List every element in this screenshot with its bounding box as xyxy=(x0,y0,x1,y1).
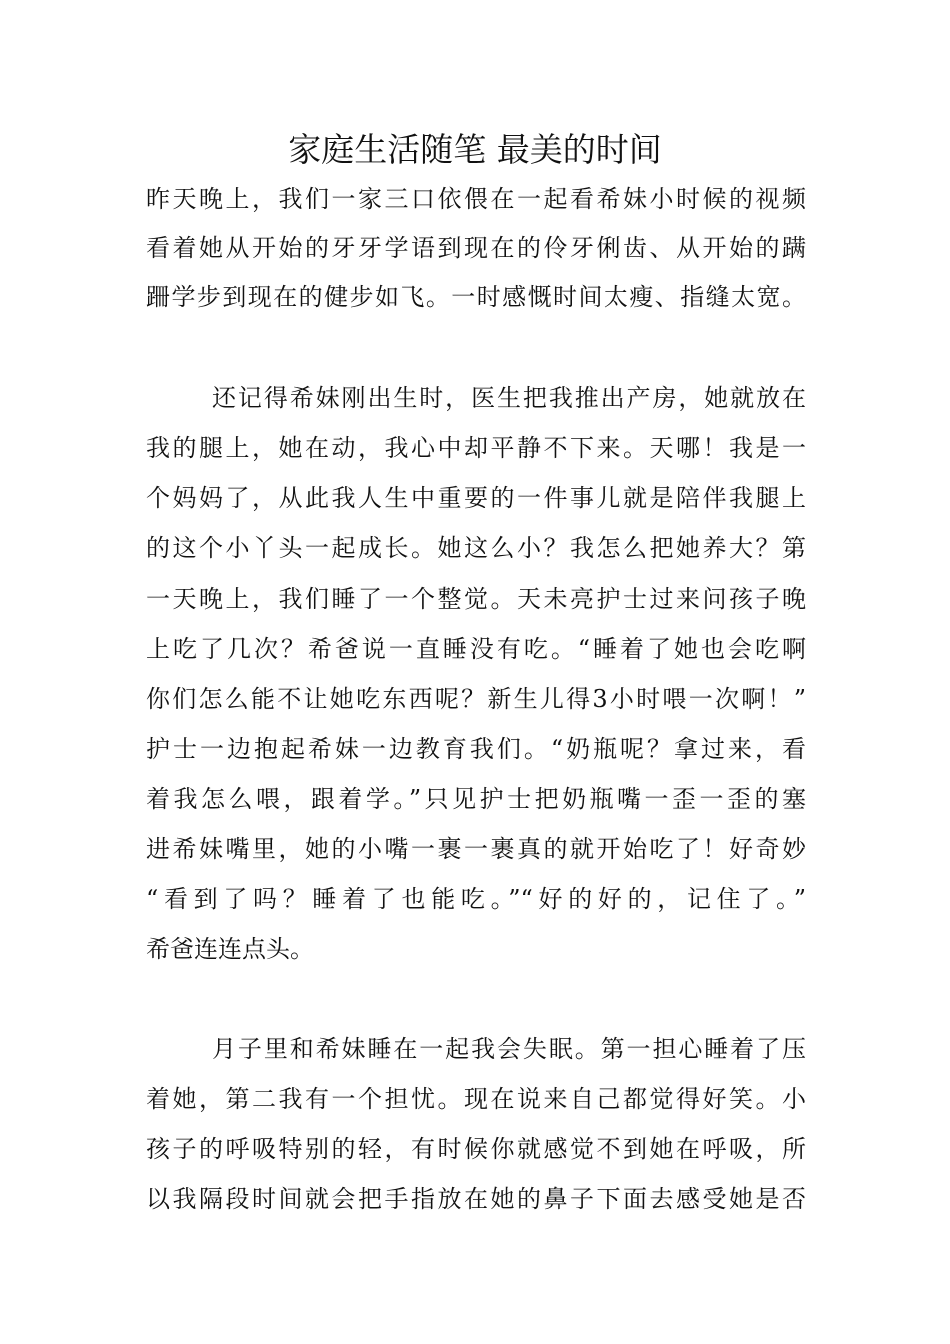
paragraph-2-line-3: 个妈妈了，从此我人生中重要的一件事儿就是陪伴我腿上 xyxy=(146,484,806,512)
paragraph-3-line-3: 孩子的呼吸特别的轻，有时候你就感觉不到她在呼吸，所 xyxy=(146,1135,806,1163)
paragraph-2-line-7: 你们怎么能不让她吃东西呢？新生儿得3小时喂一次啊！” xyxy=(146,685,806,713)
paragraph-2-line-10: 进希妹嘴里，她的小嘴一裹一裹真的就开始吃了！好奇妙 xyxy=(146,835,806,863)
paragraph-2-line-6: 上吃了几次？希爸说一直睡没有吃。“睡着了她也会吃啊 xyxy=(146,635,806,663)
paragraph-1-line-3: 跚学步到现在的健步如飞。一时感慨时间太瘦、指缝太宽。 xyxy=(146,283,806,311)
paragraph-2-line-11: “看到了吗？睡着了也能吃。”“好的好的，记住了。” xyxy=(146,885,806,913)
paragraph-1-line-2: 看着她从开始的牙牙学语到现在的伶牙俐齿、从开始的蹒 xyxy=(146,234,806,262)
paragraph-2-line-1: 还记得希妹刚出生时，医生把我推出产房，她就放在 xyxy=(212,384,806,412)
document-title: 家庭生活随笔 最美的时间 xyxy=(288,130,662,169)
paragraph-2-line-8: 护士一边抱起希妹一边教育我们。“奶瓶呢？拿过来，看 xyxy=(146,735,806,763)
paragraph-2-line-12: 希爸连连点头。 xyxy=(146,935,314,963)
paragraph-2-line-2: 我的腿上，她在动，我心中却平静不下来。天哪！我是一 xyxy=(146,434,806,462)
paragraph-3-line-2: 着她，第二我有一个担忧。现在说来自己都觉得好笑。小 xyxy=(146,1085,806,1113)
paragraph-2-line-4: 的这个小丫头一起成长。她这么小？我怎么把她养大？第 xyxy=(146,534,806,562)
paragraph-2-line-9: 着我怎么喂，跟着学。”只见护士把奶瓶嘴一歪一歪的塞 xyxy=(146,785,806,813)
paragraph-2-line-5: 一天晚上，我们睡了一个整觉。天未亮护士过来问孩子晚 xyxy=(146,585,806,613)
paragraph-3-line-4: 以我隔段时间就会把手指放在她的鼻子下面去感受她是否 xyxy=(146,1185,806,1213)
paragraph-1-line-1: 昨天晚上，我们一家三口依偎在一起看希妹小时候的视频 xyxy=(146,185,806,213)
paragraph-3-line-1: 月子里和希妹睡在一起我会失眠。第一担心睡着了压 xyxy=(212,1035,806,1063)
